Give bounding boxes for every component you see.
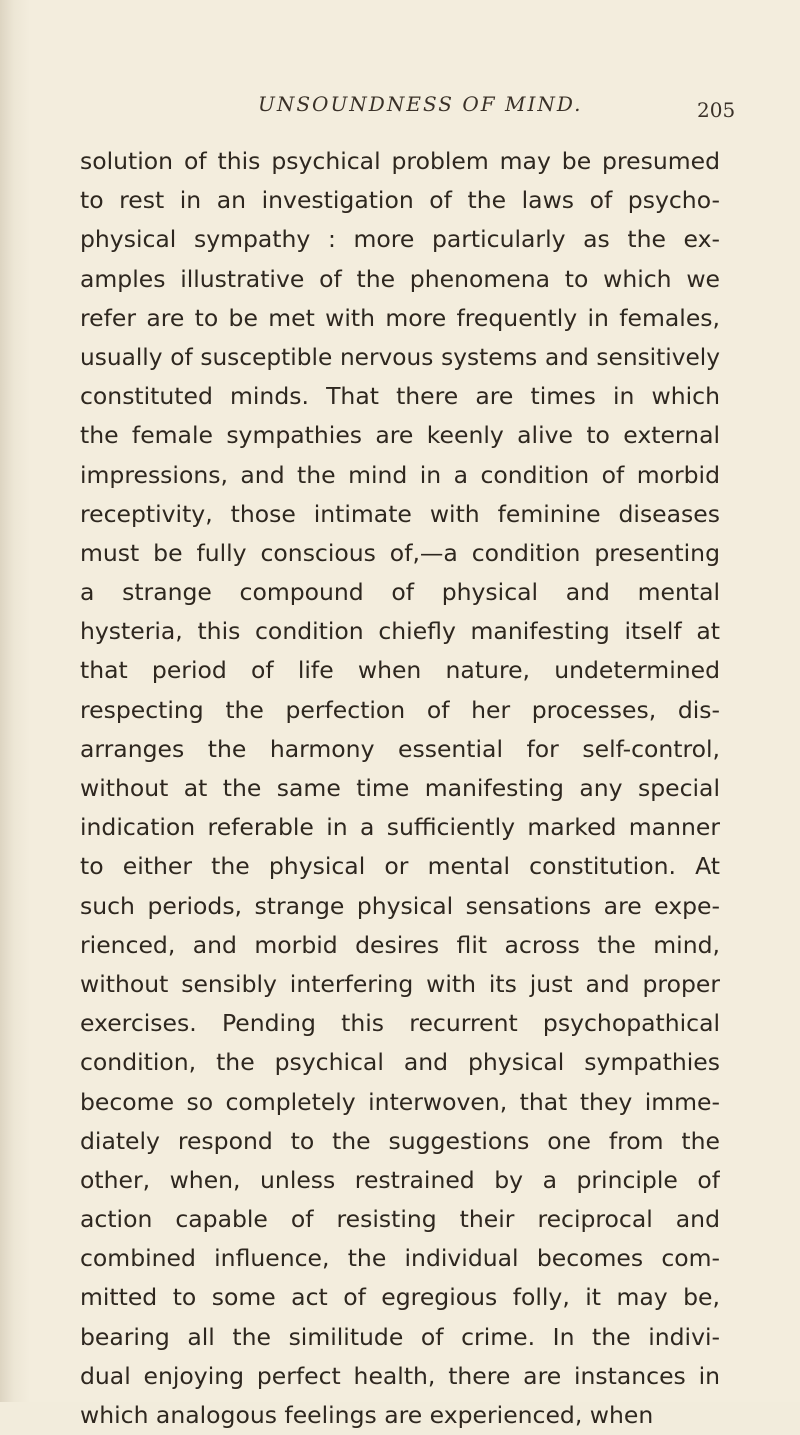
text-line: combined influence, the individual becomes com- — [80, 1244, 720, 1273]
text-line: solution of this psychical problem may be presumed — [80, 147, 720, 175]
text-line: impressions, and the mind in a condition of morbid — [80, 460, 720, 489]
text-line: rienced, and morbid desires flit across the mind, — [80, 930, 720, 959]
text-line: receptivity, those intimate with feminine diseases — [80, 499, 720, 528]
text-line: to either the physical or mental constitution. At — [80, 852, 720, 881]
page-number: 205 — [697, 98, 736, 122]
text-line: must be fully conscious of,—a condition presenting — [80, 538, 720, 567]
text-line: that period of life when nature, undetermined — [80, 656, 720, 685]
text-line: become so completely interwoven, that they imme- — [80, 1087, 720, 1116]
text-line: exercises. Pending this recurrent psychopathical — [80, 1009, 720, 1038]
text-line: amples illustrative of the phenomena to which we — [80, 264, 720, 293]
text-line: diately respond to the suggestions one from the — [80, 1126, 720, 1155]
text-line: to rest in an investigation of the laws of psycho- — [80, 186, 720, 215]
text-line: without sensibly interfering with its just and proper — [80, 969, 720, 998]
text-line: a strange compound of physical and mental — [80, 578, 720, 607]
text-line: other, when, unless restrained by a principle of — [80, 1165, 720, 1194]
text-line: the female sympathies are keenly alive to external — [80, 421, 720, 450]
text-line: bearing all the similitude of crime. In the indivi- — [80, 1322, 720, 1351]
text-line: which analogous feelings are experienced, when — [80, 1401, 654, 1429]
body-text — [80, 142, 720, 1435]
running-head: UNSOUNDNESS OF MIND. — [258, 92, 583, 116]
text-line: mitted to some act of egregious folly, it may be, — [80, 1283, 720, 1312]
text-line: arranges the harmony essential for self-control, — [80, 734, 720, 763]
text-line: constituted minds. That there are times in which — [80, 382, 720, 411]
text-line: physical sympathy : more particularly as the ex- — [80, 225, 720, 254]
text-line: usually of susceptible nervous systems and sensitively — [80, 343, 720, 371]
text-line: indication referable in a sufficiently marked manner — [80, 813, 720, 842]
text-line: action capable of resisting their reciprocal and — [80, 1205, 720, 1234]
page-header — [0, 92, 800, 122]
text-line: hysteria, this condition chiefly manifesting itself at — [80, 617, 720, 646]
text-line: refer are to be met with more frequently in females, — [80, 303, 720, 332]
text-line: condition, the psychical and physical sympathies — [80, 1048, 720, 1077]
text-line: without at the same time manifesting any special — [80, 774, 720, 802]
text-line: respecting the perfection of her processes, dis- — [80, 695, 720, 724]
text-line: such periods, strange physical sensations are expe- — [80, 891, 720, 920]
text-line: dual enjoying perfect health, there are instances in — [80, 1361, 720, 1390]
